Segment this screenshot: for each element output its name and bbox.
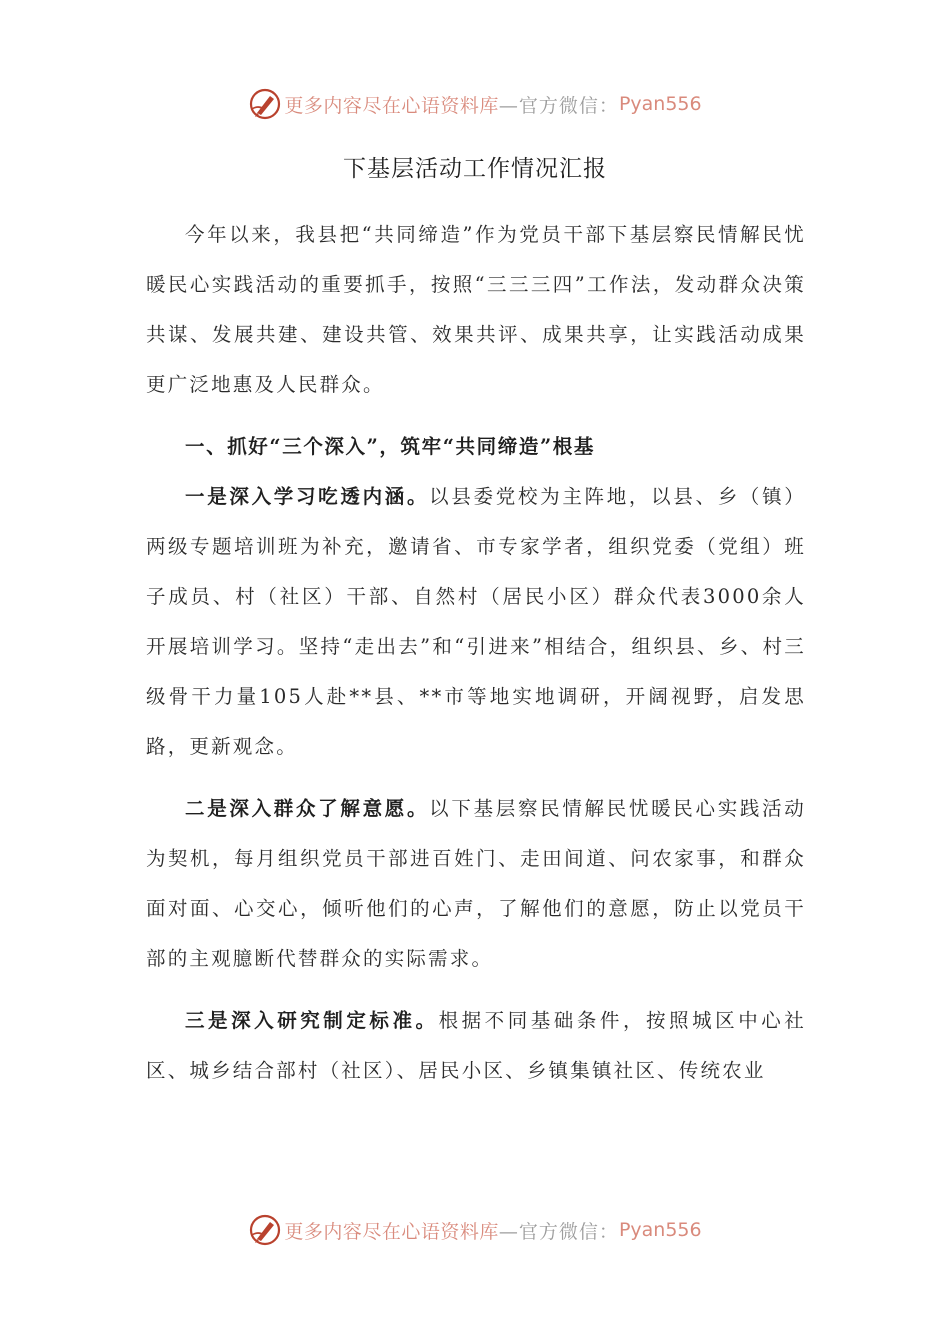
intro-paragraph: 今年以来，我县把“共同缔造”作为党员干部下基层察民情解民忧暖民心实践活动的重要抓手，按照“三三三四”工作法，发动群众决策共谋、发展共建、建设共管、效果共评、成果共享，让实践活动成果更广泛地惠及人民群众。: [146, 223, 806, 396]
paragraph-1: [146, 472, 806, 772]
paragraph-3-text: 根据不同基础条件，按照城区中心社区、城乡结合部村（社区）、居民小区、乡镇集镇社区、传统农业: [146, 1009, 807, 1082]
paragraph-2-lead: 二是深入群众了解意愿。: [185, 797, 430, 820]
banner-wechat-label: —官方微信：: [498, 1220, 619, 1243]
banner-wechat-label: —官方微信：: [498, 94, 619, 117]
paragraph-1-text: 以县委党校为主阵地，以县、乡（镇）两级专题培训班为补充，邀请省、市专家学者，组织党委（党组）班子成员、村（社区）干部、自然村（居民小区）群众代表3000余人开展培训学习。坚持“走出去”和“引进来”相结合，组织县、乡、村三级骨干力量105人赴**县、**市等地实地调研，开阔视野，启发思路，更新观念。: [146, 485, 806, 758]
paragraph-2: [146, 784, 806, 984]
footer-banner: [0, 1210, 950, 1250]
banner-site-name: 更多内容尽在心语资料库: [284, 1220, 499, 1243]
header-banner: [0, 84, 950, 124]
document-title: 下基层活动工作情况汇报: [343, 156, 607, 182]
banner-site-name: 更多内容尽在心语资料库: [284, 94, 499, 117]
banner-wechat-id: Pyan556: [618, 93, 702, 115]
pen-nib-logo-icon: [248, 87, 282, 121]
paragraph-1-lead: 一是深入学习吃透内涵。: [185, 485, 430, 508]
paragraph-2-text: 以下基层察民情解民忧暖民心实践活动为契机，每月组织党员干部进百姓门、走田间道、问农家事，和群众面对面、心交心，倾听他们的心声，了解他们的意愿，防止以党员干部的主观臆断代替群众的实际需求。: [146, 797, 806, 970]
pen-nib-logo-icon: [248, 1213, 282, 1247]
paragraph-3-lead: 三是深入研究制定标准。: [185, 1009, 439, 1032]
document-body: [146, 210, 806, 1096]
banner-wechat-id: Pyan556: [618, 1219, 702, 1241]
section-heading-1: 一、抓好“三个深入”，筑牢“共同缔造”根基: [185, 435, 595, 458]
paragraph-3: [146, 996, 806, 1096]
